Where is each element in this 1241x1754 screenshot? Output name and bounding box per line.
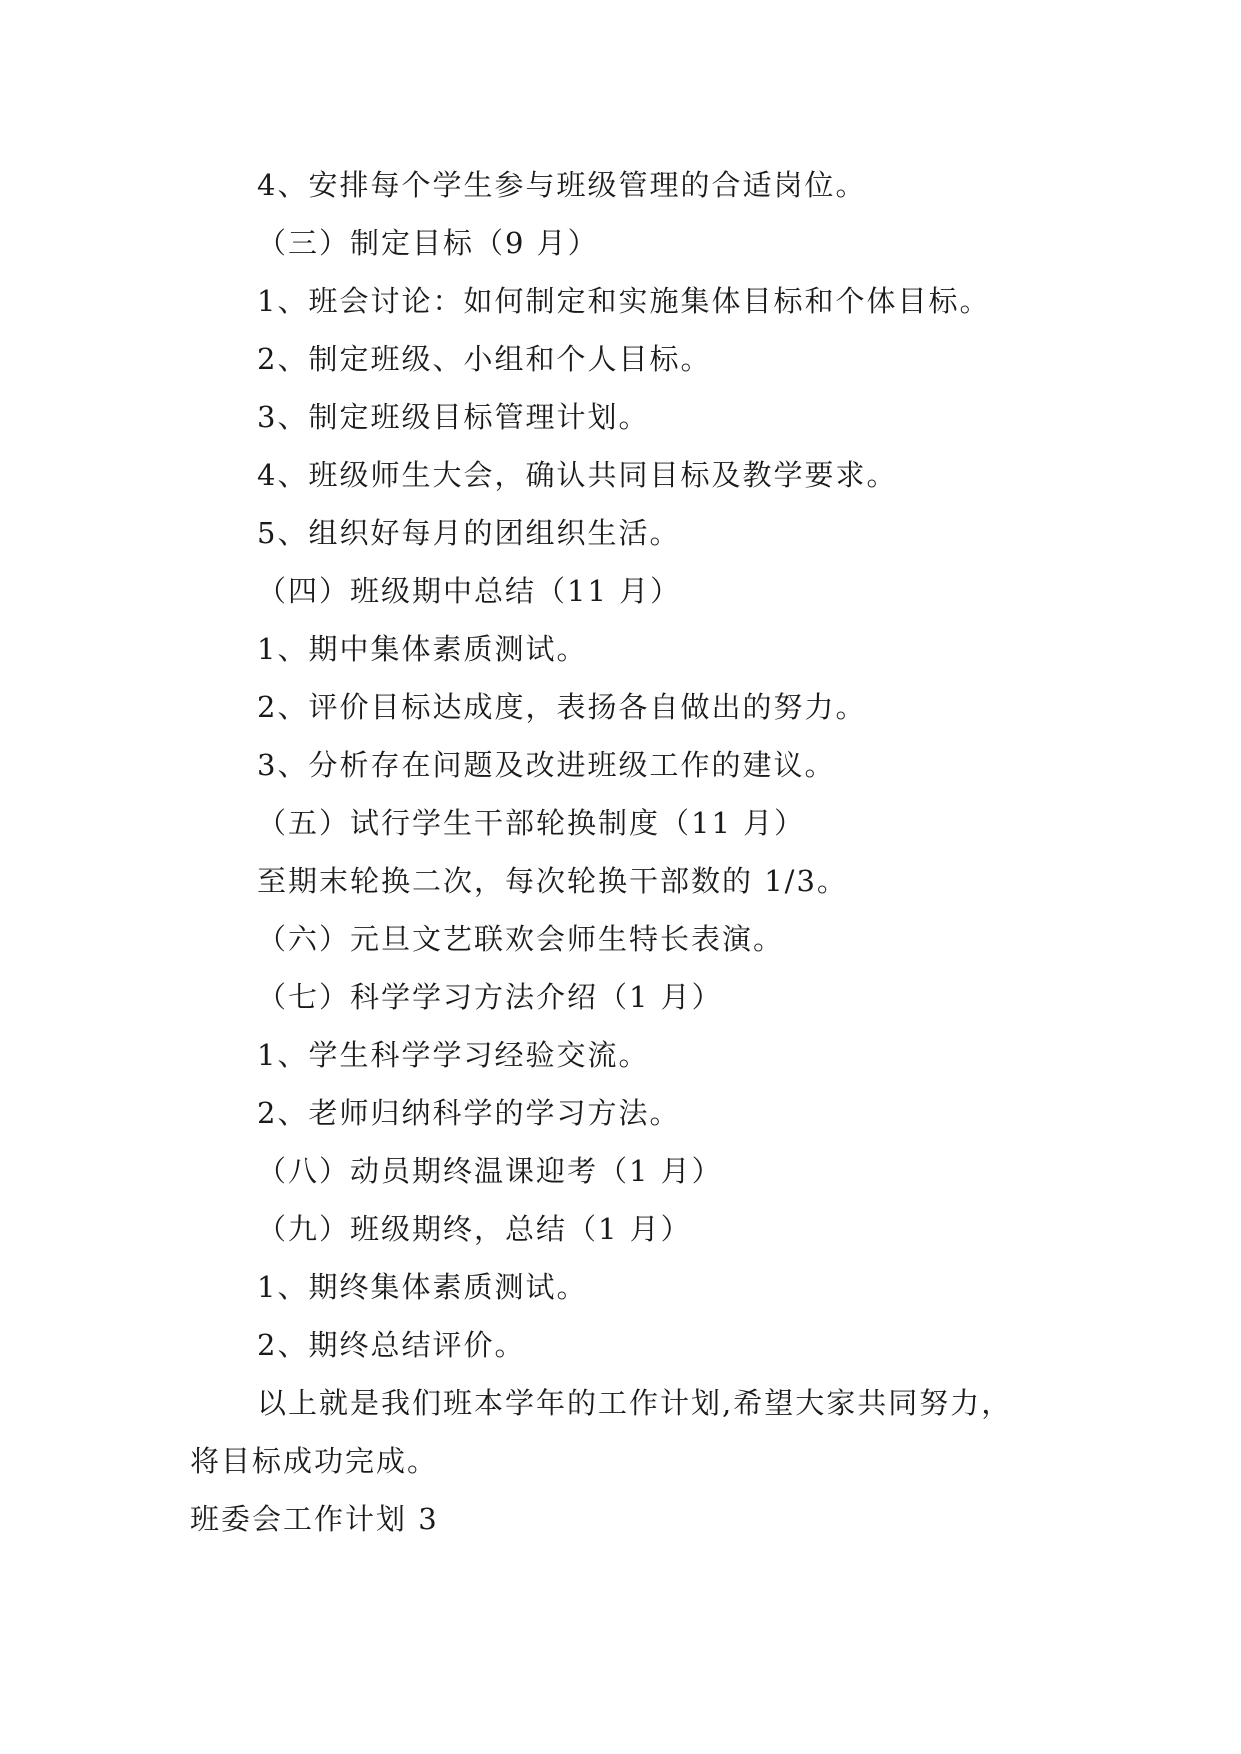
section-heading: （四）班级期中总结（11 月） — [257, 574, 682, 608]
list-item: 4、班级师生大会，确认共同目标及教学要求。 — [257, 458, 898, 492]
list-item: 2、老师归纳科学的学习方法。 — [257, 1096, 681, 1130]
section-heading: （八）动员期终温课迎考（1 月） — [257, 1154, 723, 1188]
next-section-title: 班委会工作计划 3 — [190, 1502, 439, 1536]
list-item: 3、制定班级目标管理计划。 — [257, 400, 650, 434]
section-heading: （六）元旦文艺联欢会师生特长表演。 — [257, 922, 785, 956]
list-item: 5、组织好每月的团组织生活。 — [257, 516, 681, 550]
list-item: 3、分析存在问题及改进班级工作的建议。 — [257, 748, 836, 782]
list-item: 1、学生科学学习经验交流。 — [257, 1038, 650, 1072]
section-heading: （五）试行学生干部轮换制度（11 月） — [257, 806, 806, 840]
list-item: 2、评价目标达成度，表扬各自做出的努力。 — [257, 690, 867, 724]
section-heading: （三）制定目标（9 月） — [257, 226, 599, 260]
list-item: 1、班会讨论：如何制定和实施集体目标和个体目标。 — [257, 284, 991, 318]
closing-paragraph: 以上就是我们班本学年的工作计划,希望大家共同努力， — [257, 1386, 1013, 1420]
section-heading: （七）科学学习方法介绍（1 月） — [257, 980, 723, 1014]
list-item: 1、期终集体素质测试。 — [257, 1270, 588, 1304]
list-item: 2、制定班级、小组和个人目标。 — [257, 342, 712, 376]
list-item: 1、期中集体素质测试。 — [257, 632, 588, 666]
list-item: 2、期终总结评价。 — [257, 1328, 526, 1362]
closing-paragraph-continued: 将目标成功完成。 — [190, 1444, 439, 1478]
section-heading: （九）班级期终，总结（1 月） — [257, 1212, 692, 1246]
list-item: 4、安排每个学生参与班级管理的合适岗位。 — [257, 168, 867, 202]
paragraph: 至期末轮换二次，每次轮换干部数的 1/3。 — [257, 864, 848, 898]
